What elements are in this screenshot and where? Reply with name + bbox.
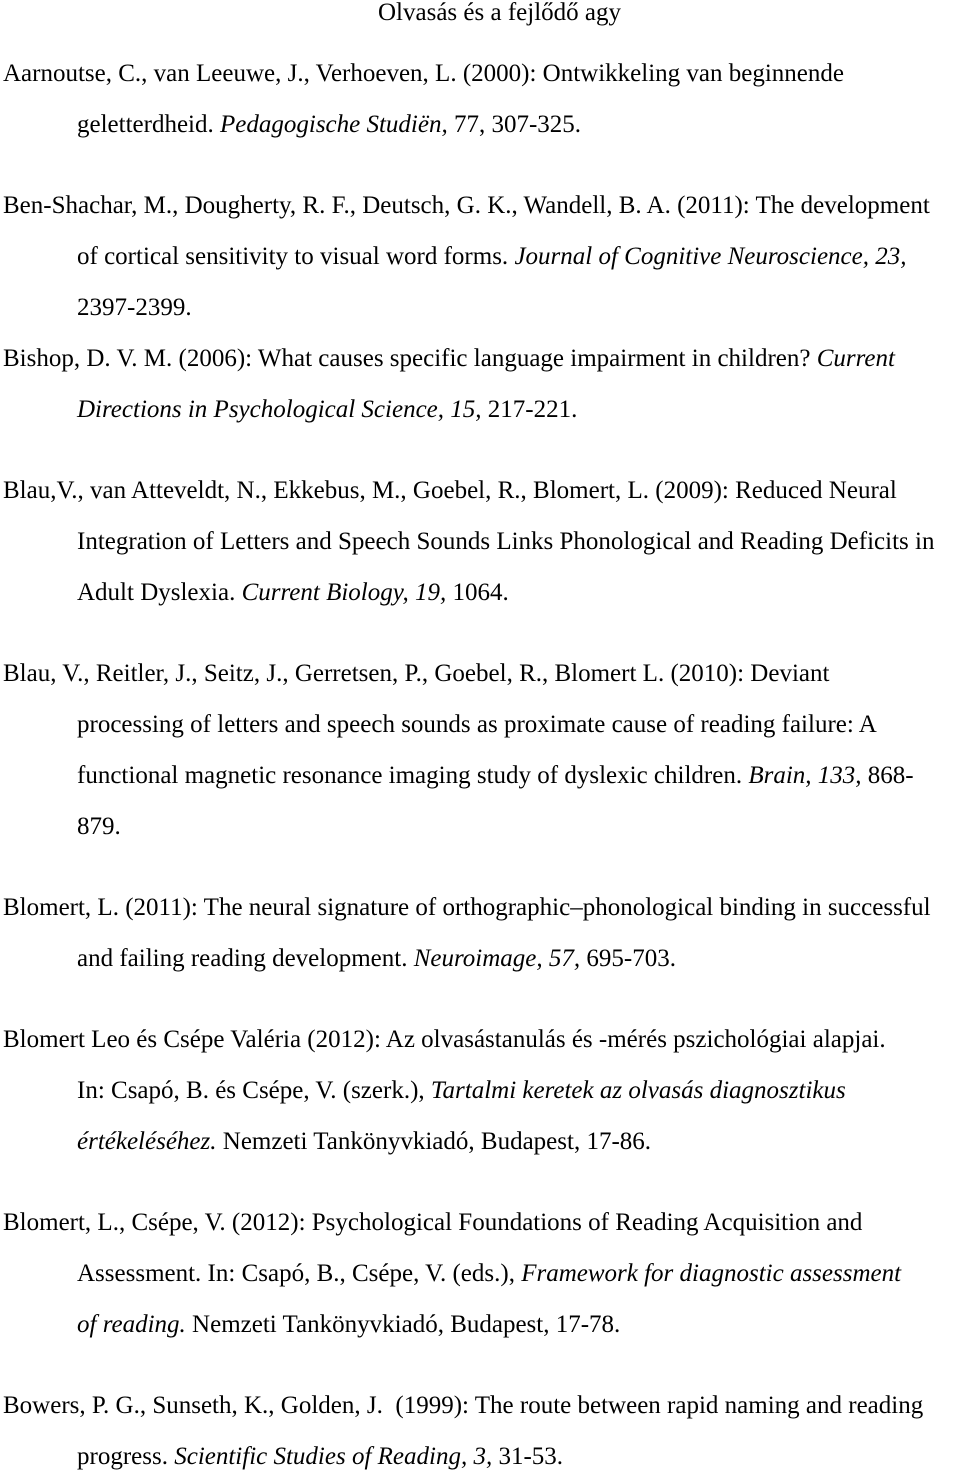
source-title: Journal of Cognitive Neuroscience, 23, <box>514 243 907 270</box>
reference-text: Assessment. In: Csapó, B., Csépe, V. (eds.), <box>77 1260 522 1287</box>
reference-text: 695-703. <box>580 945 676 972</box>
source-title: Directions in Psychological Science, 15, <box>77 396 482 423</box>
reference-line <box>0 395 960 425</box>
source-title: Current Biology, 19, <box>241 579 447 606</box>
reference-text: Aarnoutse, C., van Leeuwe, J., Verhoeven, L. (2000): Ontwikkeling van beginnende <box>3 60 844 87</box>
source-title: Framework for diagnostic assessment <box>521 1260 902 1287</box>
page-title: Olvasás és a fejlődő agy <box>378 0 621 26</box>
source-title: Brain, 133, <box>748 762 862 789</box>
reference-line <box>0 1391 960 1421</box>
reference-line <box>0 893 960 923</box>
reference-list <box>0 59 960 1472</box>
source-title: Current <box>816 345 895 372</box>
reference-line <box>0 1127 960 1157</box>
source-title: Tartalmi keretek az olvasás diagnosztikus <box>430 1077 846 1104</box>
reference-line <box>0 527 960 557</box>
reference-line <box>0 59 960 89</box>
reference-text: Ben-Shachar, M., Dougherty, R. F., Deutsch, G. K., Wandell, B. A. (2011): The development <box>3 192 930 219</box>
reference-text: processing of letters and speech sounds as proximate cause of reading failure: A <box>77 711 877 738</box>
reference-text: progress. <box>77 1443 175 1470</box>
reference-text: In: Csapó, B. és Csépe, V. (szerk.), <box>77 1077 431 1104</box>
reference-bowers-1999 <box>0 1391 960 1472</box>
reference-line <box>0 578 960 608</box>
reference-line <box>0 242 960 272</box>
reference-blau-2010 <box>0 659 960 842</box>
reference-text: 868- <box>861 762 914 789</box>
source-title: Pedagogische Studiën, <box>220 111 448 138</box>
source-title: of reading. <box>77 1311 186 1338</box>
reference-line <box>0 710 960 740</box>
reference-text: 77, 307-325. <box>447 111 582 138</box>
reference-blomert-csepe-2012-en <box>0 1208 960 1340</box>
reference-text: Adult Dyslexia. <box>77 579 242 606</box>
reference-text: 31-53. <box>492 1443 564 1470</box>
reference-text: Bishop, D. V. M. (2006): What causes specific language impairment in children? <box>3 345 817 372</box>
reference-line <box>0 944 960 974</box>
reference-line <box>0 1259 960 1289</box>
reference-text: geletterdheid. <box>77 111 220 138</box>
reference-text: Integration of Letters and Speech Sounds Links Phonological and Reading Deficits in <box>77 528 935 555</box>
reference-text: Blau, V., Reitler, J., Seitz, J., Gerretsen, P., Goebel, R., Blomert L. (2010): Deviant <box>3 660 830 687</box>
reference-line <box>0 659 960 689</box>
reference-text: Blau,V., van Atteveldt, N., Ekkebus, M., Goebel, R., Blomert, L. (2009): Reduced Neural <box>3 477 897 504</box>
reference-blau-2009 <box>0 476 960 608</box>
reference-text: Nemzeti Tankönyvkiadó, Budapest, 17-86. <box>216 1128 652 1155</box>
reference-line <box>0 476 960 506</box>
reference-text: 217-221. <box>481 396 578 423</box>
reference-text: functional magnetic resonance imaging study of dyslexic children. <box>77 762 749 789</box>
reference-line <box>0 1025 960 1055</box>
reference-line <box>0 1076 960 1106</box>
source-title: értékeléséhez. <box>77 1128 217 1155</box>
reference-line <box>0 812 960 842</box>
reference-line <box>0 344 960 374</box>
reference-text: 879. <box>77 813 121 840</box>
reference-line <box>0 1442 960 1472</box>
reference-text: and failing reading development. <box>77 945 414 972</box>
reference-text: Bowers, P. G., Sunseth, K., Golden, J. (1999): The route between rapid naming and reading <box>3 1392 924 1419</box>
reference-line <box>0 1208 960 1238</box>
reference-text: of cortical sensitivity to visual word forms. <box>77 243 515 270</box>
source-title: Scientific Studies of Reading, 3, <box>174 1443 493 1470</box>
reference-line <box>0 293 960 323</box>
reference-text: 1064. <box>446 579 509 606</box>
reference-text: 2397-2399. <box>77 294 192 321</box>
reference-line <box>0 761 960 791</box>
reference-text: Blomert, L., Csépe, V. (2012): Psychological Foundations of Reading Acquisition and <box>3 1209 863 1236</box>
reference-blomert-2011 <box>0 893 960 974</box>
reference-ben-shachar-2011 <box>0 191 960 323</box>
reference-line <box>0 110 960 140</box>
reference-blomert-csepe-2012-hu <box>0 1025 960 1157</box>
reference-text: Blomert, L. (2011): The neural signature of orthographic–phonological binding in successful <box>3 894 931 921</box>
reference-bishop-2006 <box>0 344 960 425</box>
reference-line <box>0 1310 960 1340</box>
reference-text: Blomert Leo és Csépe Valéria (2012): Az olvasástanulás és -mérés pszichológiai alapjai. <box>3 1026 886 1053</box>
reference-text: Nemzeti Tankönyvkiadó, Budapest, 17-78. <box>185 1311 621 1338</box>
reference-aarnoutse-2000 <box>0 59 960 140</box>
source-title: Neuroimage, 57, <box>413 945 581 972</box>
reference-line <box>0 191 960 221</box>
